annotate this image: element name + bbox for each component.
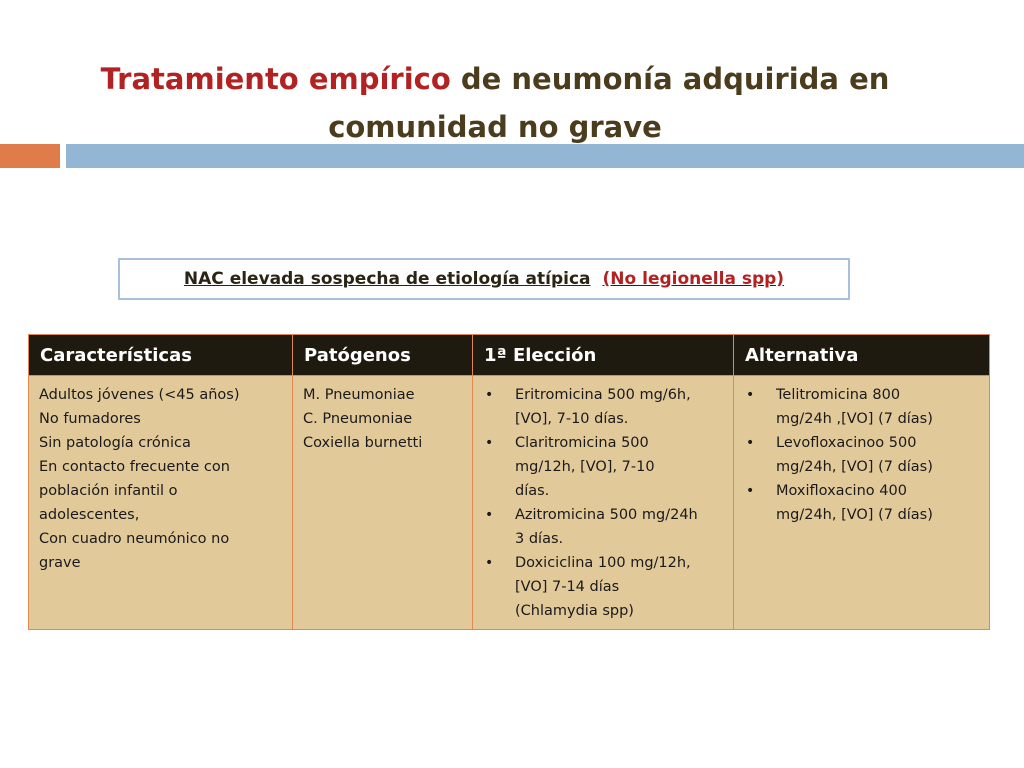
eleccion-line: • Eritromicina 500 mg/6h, bbox=[515, 387, 691, 403]
eleccion-line: [VO], 7-10 días. bbox=[515, 411, 629, 427]
header-alternativa: Alternativa bbox=[734, 335, 990, 376]
eleccion-line: 3 días. bbox=[515, 531, 564, 547]
caracteristica-line: población infantil o bbox=[39, 483, 178, 499]
slide-title-line2: comunidad no grave bbox=[328, 110, 662, 144]
alternativa-line: • Moxifloxacino 400 bbox=[776, 483, 907, 499]
alternativa-line: • Levofloxacinoo 500 bbox=[776, 435, 917, 451]
decorative-orange-bar bbox=[0, 144, 60, 168]
treatment-table bbox=[28, 334, 990, 630]
caracteristica-line: Adultos jóvenes (<45 años) bbox=[39, 387, 240, 403]
caracteristica-line: Con cuadro neumónico no bbox=[39, 531, 230, 547]
cell-alternativa bbox=[734, 376, 990, 630]
caracteristica-line: Sin patología crónica bbox=[39, 435, 191, 451]
decorative-blue-bar bbox=[66, 144, 1024, 168]
list-item bbox=[483, 503, 723, 551]
eleccion-line: días. bbox=[515, 483, 550, 499]
alternativa-line: mg/24h ,[VO] (7 días) bbox=[776, 411, 933, 427]
header-patogenos: Patógenos bbox=[293, 335, 473, 376]
list-item bbox=[483, 431, 723, 503]
cell-eleccion bbox=[473, 376, 734, 630]
eleccion-list bbox=[483, 383, 723, 623]
cell-patogenos bbox=[293, 376, 473, 630]
table-header-row bbox=[29, 335, 990, 376]
eleccion-line: [VO] 7-14 días bbox=[515, 579, 620, 595]
list-item bbox=[744, 479, 979, 527]
eleccion-line: mg/12h, [VO], 7-10 bbox=[515, 459, 655, 475]
caracteristica-line: adolescentes, bbox=[39, 507, 140, 523]
cell-caracteristicas bbox=[29, 376, 293, 630]
alternativa-list bbox=[744, 383, 979, 527]
list-item bbox=[483, 383, 723, 431]
eleccion-line: • Azitromicina 500 mg/24h bbox=[515, 507, 698, 523]
list-item bbox=[744, 383, 979, 431]
subtitle-box bbox=[118, 258, 850, 300]
patogeno-line: M. Pneumoniae bbox=[303, 387, 415, 403]
slide-title bbox=[60, 55, 930, 151]
table-row bbox=[29, 376, 990, 630]
patogeno-line: Coxiella burnetti bbox=[303, 435, 423, 451]
subtitle-main: NAC elevada sospecha de etiología atípica bbox=[183, 269, 591, 289]
eleccion-line: (Chlamydia spp) bbox=[515, 603, 634, 619]
eleccion-line: • Claritromicina 500 bbox=[515, 435, 649, 451]
caracteristica-line: En contacto frecuente con bbox=[39, 459, 230, 475]
slide-title-accent: Tratamiento empírico bbox=[100, 62, 451, 96]
header-eleccion: 1ª Elección bbox=[473, 335, 734, 376]
caracteristica-line: grave bbox=[39, 555, 81, 571]
subtitle-accent: (No legionella spp) bbox=[602, 269, 785, 289]
alternativa-line: • Telitromicina 800 bbox=[776, 387, 901, 403]
header-caracteristicas: Características bbox=[29, 335, 293, 376]
patogeno-line: C. Pneumoniae bbox=[303, 411, 413, 427]
list-item bbox=[483, 551, 723, 623]
eleccion-line: • Doxiciclina 100 mg/12h, bbox=[515, 555, 691, 571]
slide-title-rest: de neumonía adquirida en bbox=[450, 62, 890, 96]
caracteristica-line: No fumadores bbox=[39, 411, 141, 427]
alternativa-line: mg/24h, [VO] (7 días) bbox=[776, 507, 933, 523]
alternativa-line: mg/24h, [VO] (7 días) bbox=[776, 459, 933, 475]
list-item bbox=[744, 431, 979, 479]
